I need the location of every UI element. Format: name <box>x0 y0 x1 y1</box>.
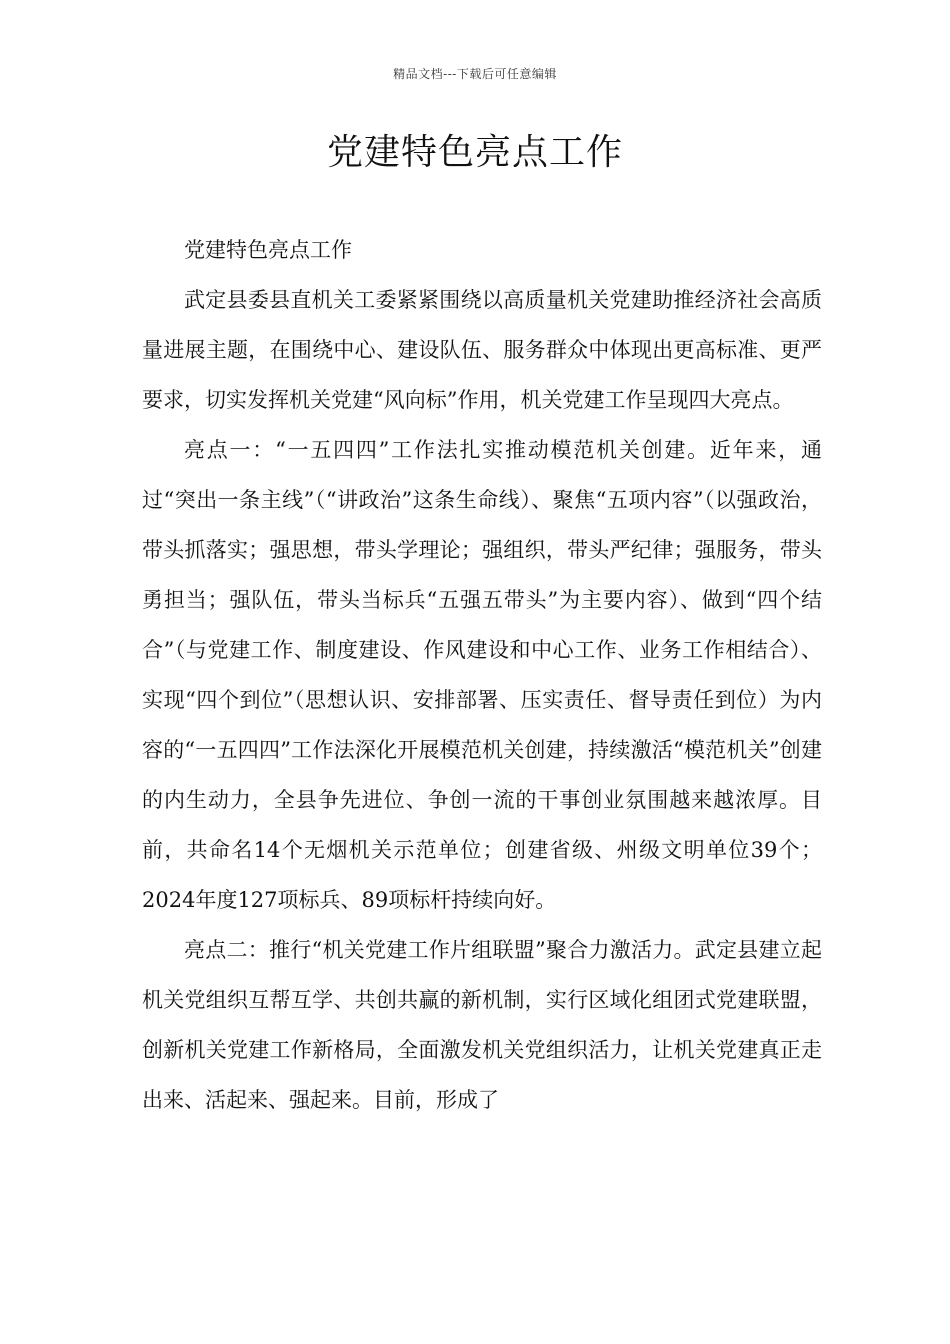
paragraph-intro: 武定县委县直机关工委紧紧围绕以高质量机关党建助推经济社会高质量进展主题，在围绕中心、建设队伍、服务群众中体现出更高标准、更严要求，切实发挥机关党建“风向标”作用，机关党建工作呈现四大亮点。 <box>142 288 822 412</box>
document-body <box>142 225 822 1125</box>
paragraph-highlight-one: 亮点一：“一五四四”工作法扎实推动模范机关创建。近年来，通过“突出一条主线”（“讲政治”这条生命线）、聚焦“五项内容”（以强政治，带头抓落实；强思想，带头学理论；强组织，带头严纪律；强服务，带头勇担当；强队伍，带头当标兵“五强五带头”为主要内容）、做到“四个结合”（与党建工作、制度建设、作风建设和中心工作、业务工作相结合）、实现“四个到位”（思想认识、安排部署、压实责任、督导责任到位）为内容的“一五四四”工作法深化开展模范机关创建，持续激活“模范机关”创建的内生动力，全县争先进位、争创一流的干事创业氛围越来越浓厚。目前，共命名14个无烟机关示范单位；创建省级、州级文明单位39个；2024年度127项标兵、89项标杆持续向好。 <box>142 438 822 912</box>
document-title: 党建特色亮点工作 <box>326 132 623 173</box>
page-header: 精品文档---下载后可任意编辑 <box>393 67 557 81</box>
paragraph-highlight-two: 亮点二：推行“机关党建工作片组联盟”聚合力激活力。武定县建立起机关党组织互帮互学、共创共赢的新机制，实行区域化组团式党建联盟，创新机关党建工作新格局，全面激发机关党组织活力，让机关党建真正走出来、活起来、强起来。目前，形成了 <box>142 938 822 1112</box>
paragraph-subtitle: 党建特色亮点工作 <box>184 238 352 262</box>
